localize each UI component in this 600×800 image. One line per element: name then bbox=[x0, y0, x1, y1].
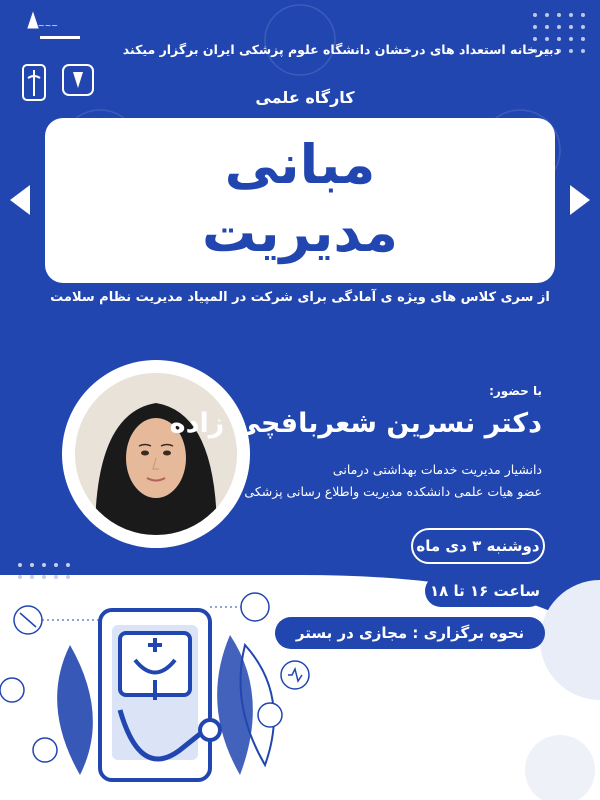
speaker-role-1: دانشیار مدیریت خدمات بهداشتی درمانی bbox=[332, 462, 542, 477]
speaker-name: دکتر نسرین شعربافچی زاده bbox=[169, 408, 542, 439]
title-box-ornaments bbox=[0, 160, 600, 240]
pharmacy-snake-icon bbox=[120, 633, 190, 700]
presence-label: با حضور: bbox=[489, 384, 542, 398]
heartbeat-icon bbox=[281, 661, 309, 689]
thermometer-icon bbox=[0, 678, 24, 702]
time-pill: ساعت ۱۶ تا ۱۸ bbox=[425, 575, 545, 607]
speaker-photo bbox=[75, 373, 237, 535]
medical-illustration bbox=[0, 585, 320, 800]
svg-text:~~~: ~~~ bbox=[37, 21, 58, 30]
capsule-icon bbox=[258, 703, 282, 727]
title-line-2: مدیریت bbox=[202, 201, 398, 264]
leaf-icon bbox=[57, 645, 93, 775]
speaker-role-2: عضو هیات علمی دانشکده مدیریت واطلاع رسانی پزشکی bbox=[244, 484, 542, 499]
university-logo-top bbox=[18, 8, 88, 62]
subtitle: از سری کلاس های ویژه ی آمادگی برای شرکت در المپیاد مدیریت نظام سلامت bbox=[50, 290, 550, 305]
organizer-text: دبیرخانه استعداد های درخشان دانشگاه علوم پزشکی ایران برگزار میکند bbox=[122, 42, 560, 57]
mode-pill: نحوه برگزاری : مجازی در بستر اسکای روم bbox=[275, 617, 545, 649]
dna-icon bbox=[33, 738, 57, 762]
workshop-label: کارگاه علمی bbox=[255, 88, 355, 107]
pill-icon bbox=[241, 593, 269, 621]
title-line-1: مبانی bbox=[224, 133, 376, 196]
university-logo-bottom bbox=[18, 60, 108, 119]
date-pill: دوشنبه ۳ دی ماه bbox=[411, 528, 545, 564]
